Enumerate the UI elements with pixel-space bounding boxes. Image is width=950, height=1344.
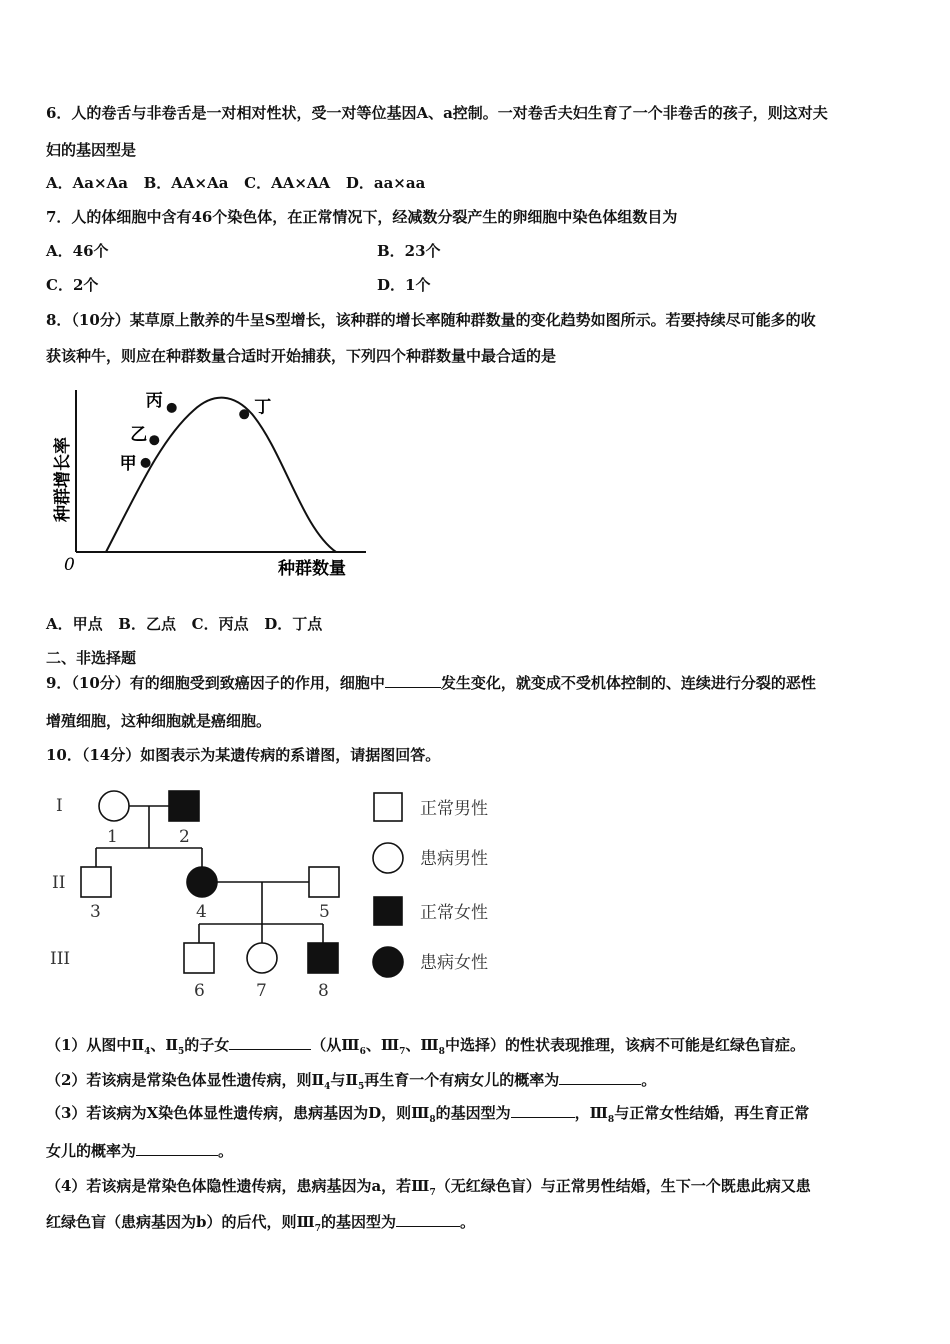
- individual-label-7: 7: [256, 981, 267, 1001]
- individual-label-5: 5: [319, 902, 330, 922]
- q7-option-c: C．2个: [46, 276, 99, 294]
- chart-point-4: [239, 409, 249, 419]
- chart-point-label-3: 丙: [145, 390, 163, 411]
- individual-5: [309, 867, 339, 897]
- generation-label-3: III: [50, 949, 71, 969]
- legend-affected-female-icon: [373, 947, 403, 977]
- q7-option-d: D．1个: [377, 276, 431, 294]
- q9-line2: 增殖细胞，这种细胞就是癌细胞。: [46, 712, 272, 730]
- growth-curve: [106, 398, 336, 552]
- q9-line1: 9．（10分）有的细胞受到致癌因子的作用，细胞中 发生变化，就变成不受机体控制的、连续进行分裂的恶性: [46, 674, 816, 692]
- growth-rate-chart: [44, 378, 384, 588]
- q10-sub4-line1: （4）若该病是常染色体隐性遗传病，患病基因为a，若$Ⅲ_7$（无红绿色盲）与正常男性结婚，生下一个既患此病又患: [46, 1177, 811, 1198]
- chart-point-3: [167, 403, 177, 413]
- chart-point-label-1: 甲: [119, 453, 137, 474]
- individual-label-2: 2: [179, 827, 190, 847]
- legend-affected-female: 患病女性: [420, 953, 488, 973]
- individual-2: [169, 791, 199, 821]
- individual-7: [247, 943, 277, 973]
- individual-4: [187, 867, 217, 897]
- individual-label-6: 6: [194, 981, 205, 1001]
- q7-option-a: A．46个: [46, 242, 109, 260]
- q7-option-b: B．23个: [377, 242, 441, 260]
- q6-line1: 6．人的卷舌与非卷舌是一对相对性状，受一对等位基因A、a控制。一对卷舌夫妇生育了一个非卷舌的孩子，则这对夫: [46, 104, 828, 122]
- individual-label-4: 4: [196, 902, 207, 922]
- individual-label-3: 3: [90, 902, 101, 922]
- legend-affected-male-icon: [373, 843, 403, 873]
- legend-normal-female-icon: [374, 897, 402, 925]
- individual-label-8: 8: [318, 981, 329, 1001]
- q8-line1: 8．（10分）某草原上散养的牛呈S型增长，该种群的增长率随种群数量的变化趋势如图所示。若要持续尽可能多的收: [46, 311, 816, 329]
- q10-sub2: （2）若该病是常染色体显性遗传病，则$Ⅱ_4$与$Ⅱ_5$再生育一个有病女儿的概率为 。: [46, 1071, 657, 1092]
- section2-title: 二、非选择题: [46, 649, 137, 667]
- pedigree-chart: [44, 784, 524, 1006]
- legend-normal-male-icon: [374, 793, 402, 821]
- q10-sub4-line2: 红绿色盲（患病基因为b）的后代，则$Ⅲ_7$的基因型为 。: [46, 1213, 476, 1234]
- origin-label: 0: [64, 555, 75, 575]
- individual-label-1: 1: [107, 827, 118, 847]
- q10-sub1: （1）从图中$Ⅱ_4$、$Ⅱ_5$的子女 （从$Ⅲ_6$、$Ⅲ_7$、$Ⅲ_8$中选择）的性状表现推理，该病不可能是红绿色盲症。: [46, 1036, 805, 1057]
- individual-8: [308, 943, 338, 973]
- x-axis-label: 种群数量: [278, 559, 346, 579]
- q6-options: A．Aa×Aa B．AA×Aa C．AA×AA D．aa×aa: [46, 174, 426, 192]
- legend-normal-female: 正常女性: [420, 903, 488, 923]
- chart-point-label-2: 乙: [130, 425, 148, 446]
- y-axis-label: 种群增长率: [53, 437, 73, 522]
- q6-line2: 妇的基因型是: [46, 141, 137, 159]
- q10-stem: 10．（14分）如图表示为某遗传病的系谱图，请据图回答。: [46, 746, 441, 764]
- chart-point-1: [141, 458, 151, 468]
- chart-point-label-4: 丁: [254, 397, 272, 418]
- q8-options: A．甲点 B．乙点 C．丙点 D．丁点: [46, 615, 323, 633]
- legend-affected-male: 患病男性: [420, 849, 488, 869]
- q10-sub3-line1: （3）若该病为X染色体显性遗传病，患病基因为D，则$Ⅲ_8$的基因型为 ，$Ⅲ_8$与正常女性结婚，再生育正常: [46, 1104, 810, 1125]
- individual-3: [81, 867, 111, 897]
- q10-sub3-line2: 女儿的概率为 。: [46, 1142, 234, 1160]
- individual-6: [184, 943, 214, 973]
- chart-point-2: [149, 435, 159, 445]
- generation-label-2: II: [52, 873, 66, 893]
- generation-label-1: I: [56, 796, 63, 816]
- q7-stem: 7．人的体细胞中含有46个染色体，在正常情况下，经减数分裂产生的卵细胞中染色体组数目为: [46, 208, 678, 226]
- legend-normal-male: 正常男性: [420, 799, 488, 819]
- q8-line2: 获该种牛，则应在种群数量合适时开始捕获，下列四个种群数量中最合适的是: [46, 347, 557, 365]
- individual-1: [99, 791, 129, 821]
